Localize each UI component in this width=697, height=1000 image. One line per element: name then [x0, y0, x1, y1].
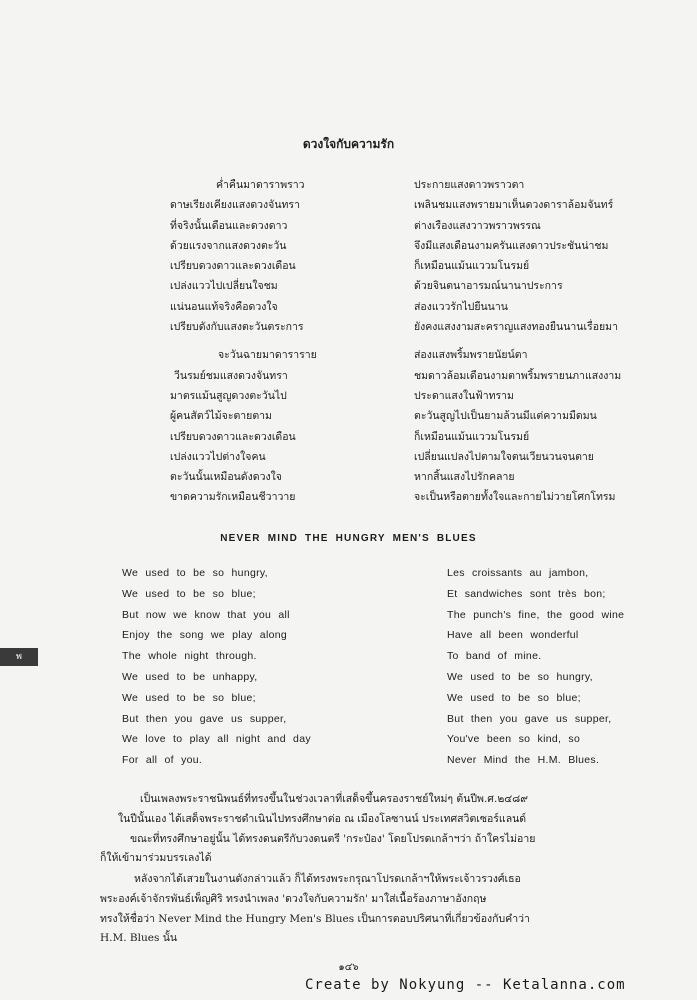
lyric-line: But then you gave us supper,	[122, 712, 287, 725]
lyric-line: We used to be so blue;	[122, 587, 256, 600]
lyric-line: We used to be so hungry,	[122, 567, 268, 579]
poem-line: ค่ำคืนมาดาราพราว	[216, 179, 305, 191]
paragraph-line: ทรงให้ชื่อว่า Never Mind the Hungry Men's Blues เป็นการตอบปริศนาที่เกี่ยวข้องกับคำว่า	[100, 912, 530, 925]
poem-line: ส่องแสงพริ้มพรายนัยน์ตา	[414, 349, 528, 362]
lyric-line: Et sandwiches sont très bon;	[447, 587, 606, 600]
poem-line: ก็เหมือนแม้นแววมโนรมย์	[414, 260, 530, 273]
poem-line: เปล่งแววไปต่างใจคน	[170, 450, 266, 463]
poem-line: เปรียบดวงดาวและดวงเดือน	[170, 260, 296, 273]
lyric-line: We love to play all night and day	[122, 733, 311, 746]
poem-left-column	[170, 175, 317, 508]
poem-title: ดวงใจกับความรัก	[302, 137, 395, 151]
poem-line: มาตรแม้นสูญดวงตะวันไป	[170, 389, 287, 402]
paragraph-line: หลังจากได้เสวยในงานดังกล่าวแล้ว ก็ได้ทรงพระกรุณาโปรดเกล้าฯให้พระเจ้าวรวงศ์เธอ	[134, 873, 521, 885]
poem-line: ผู้คนสัตว์ไม้จะตายตาม	[170, 410, 272, 423]
lyric-line: But then you gave us supper,	[447, 712, 612, 725]
poem-line: ประดาแสงในฟ้าทราม	[414, 389, 514, 402]
lyric-line: To band of mine.	[447, 650, 542, 663]
paragraph-line: ในปีนั้นเอง ได้เสด็จพระราชดำเนินไปทรงศึกษาต่อ ณ เมืองโลซานน์ ประเทศสวิตเซอร์แลนด์	[118, 812, 527, 825]
english-title: NEVER MIND THE HUNGRY MEN'S BLUES	[220, 533, 477, 544]
poem-line: ที่จริงนั้นเดือนและดวงดาว	[170, 219, 288, 232]
poem-line: เปลี่ยนแปลงไปตามใจตนเวียนวนจนตาย	[414, 450, 594, 463]
poem-line: เปรียบดังกับแสงตะวันตระการ	[170, 321, 304, 334]
english-right-column	[447, 563, 624, 771]
poem-line: ด้วยจินตนาอารมณ์นานาประการ	[414, 280, 563, 293]
poem-line: ส่องแววรักไปยืนนาน	[414, 300, 508, 313]
lyric-line: But now we know that you all	[122, 608, 290, 621]
poem-line: ด้วยแรงจากแสงดวงตะวัน	[170, 239, 287, 252]
page-number: ๑๔๖	[338, 962, 359, 973]
poem-line: ก็เหมือนแม้นแววมโนรมย์	[414, 430, 530, 443]
lyric-line: Enjoy the song we play along	[122, 629, 287, 642]
poem-line: ขาดความรักเหมือนชีวาวาย	[170, 491, 296, 504]
lyric-line: We used to be so hungry,	[447, 670, 593, 683]
lyric-line: The punch's fine, the good wine	[447, 608, 625, 621]
poem-line: วีนรมย์ชมแสงดวงจันทรา	[174, 369, 288, 382]
paragraph-line: ขณะที่ทรงศึกษาอยู่นั้น ได้ทรงดนตรีกับวงดนตรี 'กระป๋อง' โดยโปรดเกล้าฯว่า ถ้าใครไม่อาย	[130, 832, 536, 845]
lyric-line: We used to be unhappy,	[122, 670, 258, 683]
poem-line: หากสิ้นแสงไปรักคลาย	[414, 471, 515, 484]
poem-line: ตะวันนั้นเหมือนดังดวงใจ	[170, 471, 282, 484]
credit-text: Create by Nokyung -- Ketalanna.com	[305, 977, 626, 993]
poem-line: ยังคงแสงงามสะคราญแสงทองยืนนานเรื่อยมา	[414, 321, 618, 334]
poem-line: แน่นอนแท้จริงคือดวงใจ	[170, 300, 278, 313]
poem-line: ประกายแสงดาวพราวตา	[414, 179, 525, 191]
lyric-line: For all of you.	[122, 754, 203, 767]
lyric-line: We used to be so blue;	[447, 691, 581, 704]
paragraph-1	[100, 790, 660, 869]
paragraph-line: เป็นเพลงพระราชนิพนธ์ที่ทรงขึ้นในช่วงเวลาที่เสด็จขึ้นครองราชย์ใหม่ๆ ต้นปีพ.ศ.๒๔๘๙	[140, 793, 528, 805]
paragraph-2	[100, 870, 660, 949]
english-left-column	[122, 563, 311, 771]
poem-line: จะเป็นหรือตายทั้งใจและกายไม่วายโศกโทรม	[414, 491, 616, 504]
lyric-line: Never Mind the H.M. Blues.	[447, 754, 600, 767]
poem-line: จะวันฉายมาดาราราย	[218, 349, 317, 362]
poem-line: จึงมีแสงเดือนงามครันแสงดาวประชันน่าชม	[414, 239, 609, 252]
poem-line: เพลินชมแสงพรายมาเห็นดวงดาราล้อมจันทร์	[414, 199, 614, 212]
side-tab: พ	[0, 648, 38, 666]
lyric-line: Les croissants au jambon,	[447, 567, 589, 579]
lyric-line: We used to be so blue;	[122, 691, 256, 704]
lyric-line: You've been so kind, so	[447, 733, 581, 746]
poem-line: เปรียบดวงดาวและดวงเดือน	[170, 430, 296, 443]
poem-line: ต่างเรืองแสงวาวพราวพรรณ	[414, 219, 541, 232]
lyric-line: Have all been wonderful	[447, 629, 579, 642]
paragraph-line: ก็ให้เข้ามาร่วมบรรเลงได้	[100, 852, 212, 865]
poem-right-column	[414, 175, 621, 508]
paragraph-line: H.M. Blues นั้น	[100, 932, 178, 945]
poem-line: ชมดาวล้อมเดือนงามตาพริ้มพรายนภาแสงงาม	[414, 369, 622, 382]
poem-line: ดาษเรียงเคียงแสงดวงจันทรา	[170, 199, 300, 212]
poem-line: เปล่งแววไปเปลี่ยนใจชม	[170, 280, 278, 293]
poem-line: ตะวันสูญไปเป็นยามล้วนมีแต่ความมืดมน	[414, 410, 597, 423]
paragraph-line: พระองค์เจ้าจักรพันธ์เพ็ญศิริ ทรงนำเพลง 'ดวงใจกับความรัก' มาใส่เนื้อร้องภาษาอังกฤษ	[100, 892, 487, 905]
lyric-line: The whole night through.	[122, 650, 257, 663]
